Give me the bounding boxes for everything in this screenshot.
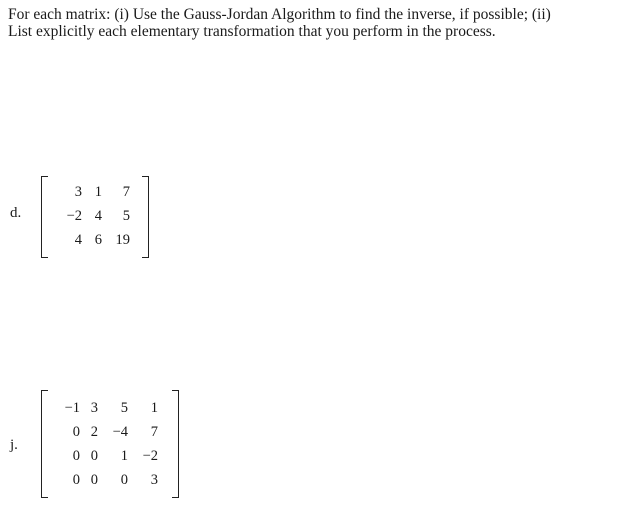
matrix-j-cell: 0 xyxy=(90,471,98,488)
matrix-j-cell: 1 xyxy=(120,447,128,464)
matrix-j-cell: 1 xyxy=(150,399,158,416)
matrix-d-row xyxy=(58,228,130,252)
matrix-j-row xyxy=(58,396,158,420)
matrix-d-cell: 4 xyxy=(94,207,102,224)
matrix-d-left-bracket xyxy=(41,176,48,258)
matrix-d-cell: 7 xyxy=(122,183,130,200)
matrix-j-row xyxy=(58,468,158,492)
matrix-d-cell: −2 xyxy=(66,207,82,224)
instructions xyxy=(8,6,628,40)
matrix-j-row xyxy=(58,444,158,468)
matrix-j-cell: 0 xyxy=(120,471,128,488)
matrix-d-row xyxy=(58,180,130,204)
matrix-j-cell: −2 xyxy=(142,447,158,464)
matrix-j-cell: 0 xyxy=(72,471,80,488)
matrix-d-cell: 4 xyxy=(74,231,82,248)
matrix-j-left-bracket xyxy=(41,390,48,498)
matrix-d-cell: 3 xyxy=(74,183,82,200)
instructions-line-2: List explicitly each elementary transformation that you perform in the process. xyxy=(8,23,496,40)
matrix-j-cell: 0 xyxy=(90,447,98,464)
matrix-j-cell: 7 xyxy=(150,423,158,440)
instructions-line-1: For each matrix: (i) Use the Gauss-Jordan Algorithm to find the inverse, if possible; (ii) xyxy=(8,6,551,23)
matrix-j-cell: 2 xyxy=(90,423,98,440)
matrix-d-row xyxy=(58,204,130,228)
matrix-j-cell: 5 xyxy=(120,399,128,416)
matrix-j xyxy=(58,396,158,492)
matrix-j-cell: −4 xyxy=(112,423,128,440)
matrix-d-cell: 1 xyxy=(94,183,102,200)
problem-label-j: j. xyxy=(10,437,18,453)
matrix-d-cell: 6 xyxy=(94,231,102,248)
problem-label-d: d. xyxy=(10,205,22,221)
matrix-d xyxy=(58,180,130,252)
matrix-j-right-bracket xyxy=(172,390,179,498)
matrix-j-cell: 3 xyxy=(90,399,98,416)
matrix-j-cell: −1 xyxy=(64,399,80,416)
matrix-d-right-bracket xyxy=(142,176,149,258)
matrix-j-cell: 3 xyxy=(150,471,158,488)
matrix-j-row xyxy=(58,420,158,444)
matrix-d-cell: 5 xyxy=(122,207,130,224)
matrix-j-cell: 0 xyxy=(72,423,80,440)
matrix-d-cell: 19 xyxy=(115,231,130,248)
matrix-j-cell: 0 xyxy=(72,447,80,464)
